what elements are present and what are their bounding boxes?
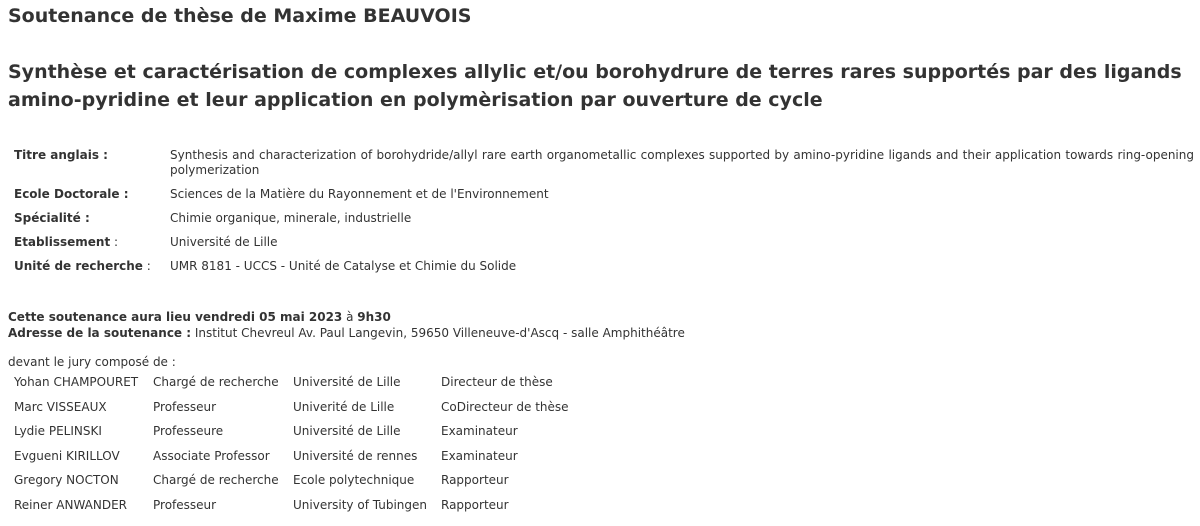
jury-member-institution: Université de Lille [293, 424, 401, 438]
info-value: Université de Lille [170, 235, 278, 249]
jury-row [8, 497, 641, 522]
info-label: Etablissement [14, 235, 111, 249]
info-row-research-unit [8, 259, 1194, 283]
defense-address-line [8, 325, 1194, 341]
info-row-english-title [8, 148, 1194, 187]
jury-member-name: Lydie PELINSKI [14, 424, 102, 438]
jury-member-title: Chargé de recherche [153, 473, 279, 487]
info-row-specialty [8, 211, 1194, 235]
jury-member-title: Chargé de recherche [153, 375, 279, 389]
info-value: UMR 8181 - UCCS - Unité de Catalyse et Chimie du Solide [170, 259, 517, 273]
defense-date: Cette soutenance aura lieu vendredi 05 mai 2023 [8, 310, 343, 324]
jury-member-institution: Université de Lille [293, 375, 401, 389]
info-label: Ecole Doctorale : [14, 187, 129, 201]
jury-row [8, 374, 641, 399]
jury-member-title: Professeur [153, 497, 217, 512]
defense-date-connector: à [342, 310, 358, 324]
jury-member-role: Examinateur [441, 448, 518, 463]
jury-member-role: CoDirecteur de thèse [441, 399, 569, 414]
jury-member-institution: University of Tubingen [293, 497, 428, 512]
info-label: Unité de recherche [14, 259, 143, 273]
jury-member-name: Gregory NOCTON [14, 473, 119, 487]
jury-row [8, 472, 641, 497]
jury-member-title: Professeure [153, 424, 224, 438]
defense-date-line [8, 309, 1194, 325]
info-label-suffix: : [142, 259, 151, 273]
page-heading: Soutenance de thèse de Maxime BEAUVOIS [8, 5, 472, 27]
jury-member-title: Professeur [153, 399, 217, 414]
jury-member-role: Rapporteur [441, 473, 509, 487]
defense-address: Institut Chevreul Av. Paul Langevin, 59650 Villeneuve-d'Ascq - salle Amphithéâtre [191, 326, 685, 340]
jury-member-name: Reiner ANWANDER [14, 497, 127, 512]
defense-time: 9h30 [357, 310, 391, 324]
jury-member-institution: Université de rennes [293, 448, 418, 463]
info-row-institution [8, 235, 1194, 259]
info-value: Synthesis and characterization of borohydride/allyl rare earth organometallic complexes supported by amino-pyridine ligands and their application towards ring-opening polymerization [170, 148, 1194, 177]
jury-table [8, 374, 641, 521]
jury-member-role: Directeur de thèse [441, 375, 553, 389]
jury-member-role: Rapporteur [441, 497, 509, 512]
jury-member-institution: Univerité de Lille [293, 399, 395, 414]
jury-row [8, 448, 641, 473]
jury-member-name: Evgueni KIRILLOV [14, 448, 120, 463]
info-label: Titre anglais : [14, 148, 108, 162]
info-label-suffix: : [110, 235, 119, 249]
jury-member-institution: Ecole polytechnique [293, 473, 415, 487]
jury-member-title: Associate Professor [153, 448, 270, 463]
jury-intro: devant le jury composé de : [8, 355, 176, 369]
info-label: Spécialité : [14, 211, 90, 225]
thesis-title: Synthèse et caractérisation de complexes allylic et/ou borohydrure de terres rares supportés par des ligands amino-pyridine et leur application en polymèrisation par ouverture de cycle [8, 61, 1182, 111]
jury-member-role: Examinateur [441, 424, 518, 438]
jury-row [8, 423, 641, 448]
info-value: Chimie organique, minerale, industrielle [170, 211, 412, 225]
info-value: Sciences de la Matière du Rayonnement et de l'Environnement [170, 187, 549, 201]
defense-address-label: Adresse de la soutenance : [8, 326, 192, 340]
jury-row [8, 399, 641, 424]
jury-member-name: Marc VISSEAUX [14, 399, 107, 414]
thesis-defense-page [8, 0, 1194, 521]
thesis-info-table [8, 148, 1194, 283]
jury-member-name: Yohan CHAMPOURET [14, 375, 139, 389]
info-row-doctoral-school [8, 187, 1194, 211]
defense-details [8, 309, 1194, 341]
